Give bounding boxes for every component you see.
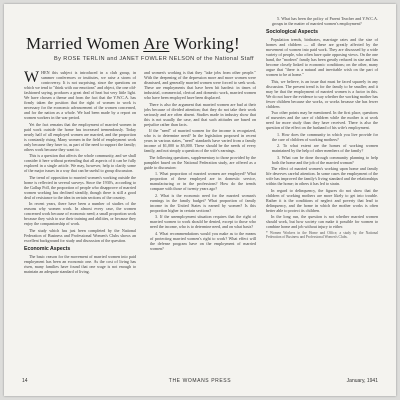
paragraph: This, we believe, is an issue that must be faced squarely in any discussion. The present trend is for the family to be smaller; and it may be that the employment of married women is a factor in this. We do not have the evidence to say whether the working mother has fewer children because she works, or works because she has fewer children. bbox=[266, 78, 378, 109]
paragraph: If the "need" of married women for the income is recognized, who is to determine need? In the legislation proposed in recent years in various states, "need" standards have varied from a family income of $1,000 to $5,000. These should be the needs of every family, and not simply a question of the wife's earnings. bbox=[144, 128, 256, 153]
title-part2: Working! bbox=[169, 34, 240, 53]
drop-cap: W bbox=[24, 70, 40, 86]
question-item: 1. How does the community in which you live provide for the care of children of working mothers? bbox=[272, 131, 378, 142]
column-3 bbox=[266, 16, 378, 376]
page-number: 14 bbox=[22, 378, 28, 384]
paragraph: Two other points may be mentioned. In the first place, questions of nurseries and the care of children while the mother is at work need far more study than they have received. There is also the question of the effect on the husband of his wife's employment. bbox=[266, 110, 378, 130]
paragraph: and women's working is that they "take jobs from other people." With the deepening of the depression more and more women were dismissed, and generally married women were forced to seek work. These are employments that have been hit hardest: in times of industrial, commercial, clerical and domestic work, married women who have been employed have been displaced. bbox=[144, 70, 256, 100]
question-item: 3. If the unemployment situation requires that the right of married women to work should be denied, except to those who need the income, who is to determine need, and on what basis? bbox=[150, 214, 256, 229]
issue-date: January, 1941 bbox=[346, 378, 378, 384]
question-item: 4. What recommendations would you make as to the means of protecting married women's right to work? What effect will the defense program have on the employment of married women? bbox=[150, 230, 256, 251]
paragraph: In regard to delinquency, the figures do not show that the children of working mothers are more likely to get into trouble. Rather it is the conditions of neglect and poverty that lead to delinquency, and the home in which the mother works is often better able to protect its children. bbox=[266, 187, 378, 213]
title-part1: Married Women bbox=[26, 34, 144, 53]
paragraph: The trend of opposition to married women's working outside the home is reflected in several surveys. Since the 1930's, according to the Gallup Poll, the proportion of people who disapprove of married women working has declined steadily, though there is still a good deal of resistance to the idea in certain sections of the country. bbox=[24, 174, 136, 200]
paragraph: In recent years, there have been a number of studies of the reasons why women work. In almost every case, the women concerned work because of economic need; a small proportion work because they wish to use their training and abilities, or because they enjoy the companionship of work. bbox=[24, 201, 136, 226]
column-2 bbox=[144, 70, 256, 376]
page-footer bbox=[22, 378, 378, 386]
paragraph: The following questions, supplementary to those provided by the pamphlet based on the National Federation study, are offered as a guide to discussion: bbox=[144, 154, 256, 170]
paragraph: In the long run, the question is not whether married women should work, but how society can make it possible for women to combine home and job without injury to either. bbox=[266, 214, 378, 229]
paragraph: The study which has just been completed by the National Federation of Business and Professional Women's Clubs shows an excellent background for study and discussion of the question. bbox=[24, 227, 136, 243]
paragraph: The effect of married women's working upon home and family life deserves careful attention. In some cases the employment of the wife has improved the family's living standard and the relationships within the home; in others it has led to strain. bbox=[266, 166, 378, 186]
footnote: * Women Workers in the Home and Office, a study by the National Federation of Business and Professional Women's Clubs. bbox=[266, 230, 378, 239]
question-item: 1. What proportion of married women are employed? What proportion of these employed are in domestic service, manufacturing or in the professions? How do the trends compare with those of twenty years ago? bbox=[150, 171, 256, 191]
paragraph: This is a question that affects the whole community, and we shall consider it here without pretending that all aspects of it can be fully explored in a single article. We may, however, help to clarify some of the major issues in a way that can be useful to group discussion. bbox=[24, 153, 136, 173]
paragraph: There is also the argument that married women are bad at their jobs because of divided attention; that they do not take their work seriously and are often absent. Studies made in industry show that this is not usually the case, and that such attitudes are based on prejudice rather than facts. bbox=[144, 101, 256, 127]
question-item: 3. What can be done through community planning to help both the home and the job of the married woman? bbox=[272, 154, 378, 165]
section-heading-sociological: Sociological Aspects bbox=[266, 29, 318, 35]
question-item: 2. To what extent are the homes of working women maintained by the help of other members of the family? bbox=[272, 143, 378, 153]
question-item: 2. What is the economic need for the married woman's earnings in the family budget? What proportion of family income in the United States is earned by women? Is this proportion higher in certain sections? bbox=[150, 192, 256, 213]
column-1 bbox=[24, 70, 136, 376]
publication-name: THE WOMANS PRESS bbox=[168, 378, 232, 384]
question-item: 5. What has been the policy of Parent Teacher and Y.W.C.A. groups in the matter of married women's employment? bbox=[272, 16, 378, 26]
section-heading-economic: Economic Aspects bbox=[24, 245, 71, 252]
magazine-page bbox=[4, 4, 396, 396]
paragraph: Population trends, birthrates, marriage rates and the size of homes and children — all these are greatly affected by the movement of women into paid work. They are discussed by a wide variety of people, who often have quite opposing views. On the one hand, the "modern" family has been greatly reduced in size and has become closely linked to economic conditions; on the other, many argue that "there is a natural and inevitable wish on the part of women to be at home." bbox=[266, 37, 378, 77]
paragraph: Yet the fact remains that the employment of married women in paid work outside the home has increased tremendously. Today nearly half of all employed women are married, and the proportion is constantly rising. Many women in the field of employment work only because they have to, as part of the need to support the family; others work because they want to. bbox=[24, 121, 136, 152]
paragraph: The basic reason for the movement of married women into paid employment has been an economic one. As the cost of living has risen, many families have found that one wage is not enough to maintain an adequate standard of living. bbox=[24, 253, 136, 274]
paragraph: WHEN this subject is introduced in a club group, in summer conferences or institutes, we raise a storm of controversy. It is not surprising, since the questions on which we tend to "think with our emotions" and object, the one old-fashioned saying, produces a great deal of heat but very little light. We have chosen a theme and from the fact that the Y.W.C.A. has firmly taken the position that the right of women to work is necessary for the economic advancement of the women concerned, and for the nation as a whole. We had been made by a report on women workers in the war period. bbox=[24, 70, 136, 120]
byline: By ROSE TERLIN and JANET FOWLER NELSON of the National Staff bbox=[54, 56, 254, 62]
title-underlined-word: Are bbox=[143, 34, 170, 53]
